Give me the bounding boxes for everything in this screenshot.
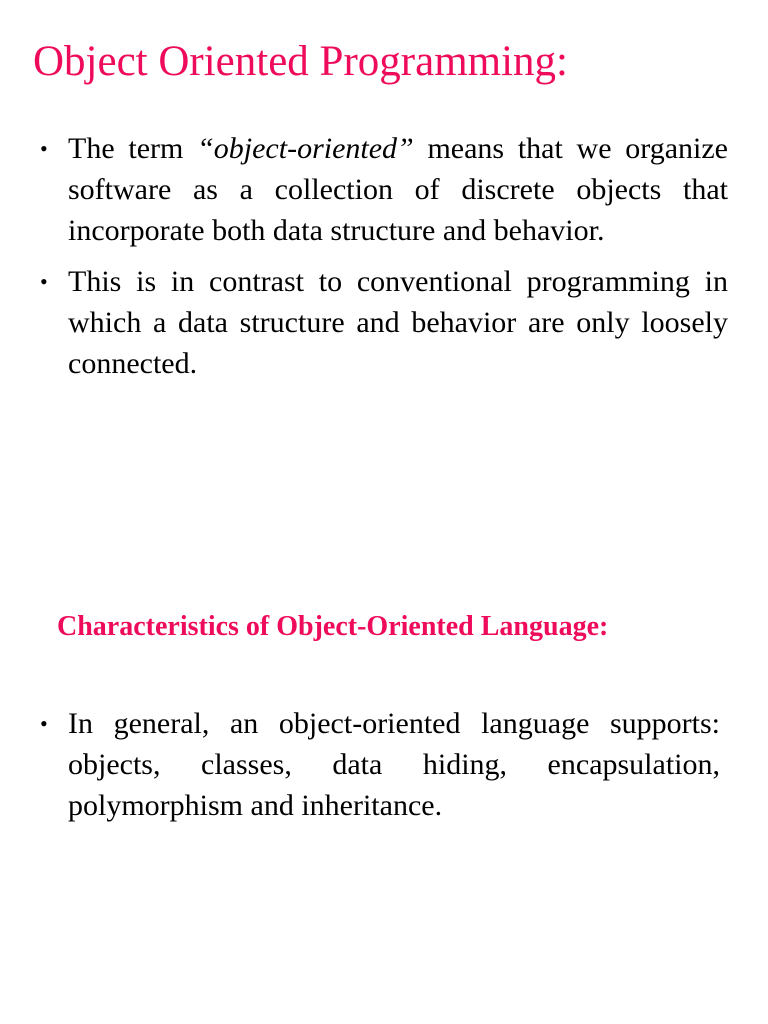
bullet-text-end: means that we organize software as a collection of discrete objects that incorporate both data structure and behavior. — [68, 132, 728, 247]
bullet-icon: • — [40, 136, 48, 161]
bullet-text: In general, an object-oriented language supports: objects, classes, data hiding, encapsulation, polymorphism and inheritance. — [68, 707, 720, 822]
list-item — [0, 128, 728, 251]
bullet-text: This is in contrast to conventional programming in which a data structure and behavior are only loosely connected. — [68, 265, 728, 380]
bullet-icon: • — [40, 269, 48, 294]
intro-bullet-list — [0, 128, 768, 394]
bullet-text — [68, 128, 728, 251]
section-heading: Characteristics of Object-Oriented Language: — [57, 611, 609, 642]
list-item — [0, 261, 728, 384]
page-title: Object Oriented Programming: — [33, 38, 568, 85]
bullet-icon: • — [40, 711, 48, 736]
characteristics-bullet-list — [0, 703, 768, 836]
bullet-text-start: The term — [68, 132, 198, 165]
list-item — [0, 703, 720, 826]
emphasized-term: “object-oriented” — [197, 132, 414, 165]
